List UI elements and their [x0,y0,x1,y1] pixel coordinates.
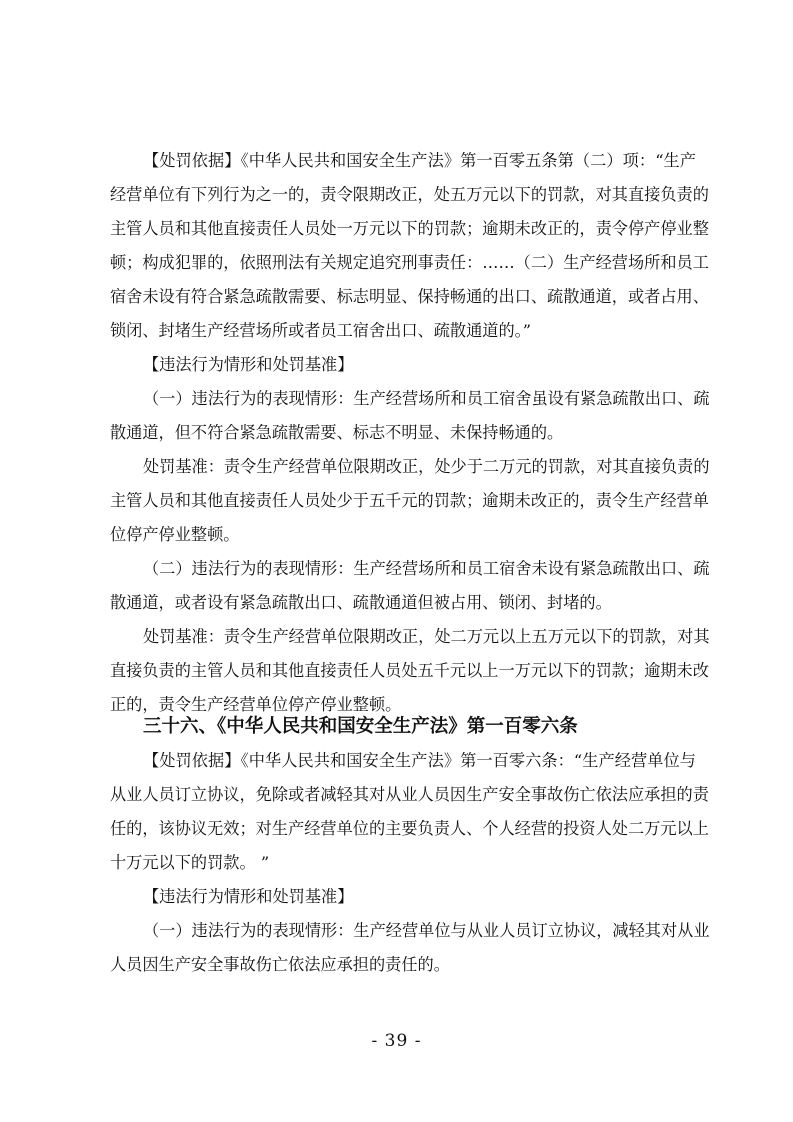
section-heading: 三十六、《中华人民共和国安全生产法》第一百零六条 [143,716,578,737]
text-line: 处罚基准：责令生产经营单位限期改正，处二万元以上五万元以下的罚款，对其 [143,627,710,646]
text-line: 宿舍未设有符合紧急疏散需要、标志明显、保持畅通的出口、疏散通道，或者占用、 [110,287,709,306]
text-line: 任的，该协议无效；对生产经营单位的主要负责人、个人经营的投资人处二万元以上 [110,819,709,838]
text-line: （一）违法行为的表现情形：生产经营单位与从业人员订立协议，减轻其对从业 [143,921,710,940]
text-line: 十万元以下的罚款。 ” [110,853,270,872]
text-line: 位停产停业整顿。 [110,525,240,544]
page-number: - 39 - [371,1031,422,1051]
text-line: 锁闭、封堵生产经营场所或者员工宿舍出口、疏散通道的。” [110,321,532,340]
text-line: 从业人员订立协议，免除或者减轻其对从业人员因生产安全事故伤亡依法应承担的责 [110,785,709,804]
text-line: 顿；构成犯罪的，依照刑法有关规定追究刑事责任：……（二）生产经营场所和员工 [110,253,709,272]
subsection-label: 【违法行为情形和处罚基准】 [143,887,354,906]
subsection-label: 【违法行为情形和处罚基准】 [143,355,354,374]
text-line: 散通道，但不符合紧急疏散需要、标志不明显、未保持畅通的。 [110,423,564,442]
text-line: 【处罚依据】《中华人民共和国安全生产法》第一百零六条：“生产经营单位与 [143,751,696,770]
text-line: 人员因生产安全事故伤亡依法应承担的责任的。 [110,955,450,974]
text-line: 主管人员和其他直接责任人员处少于五千元的罚款；逾期未改正的，责令生产经营单 [110,491,709,510]
text-line: 正的，责令生产经营单位停产停业整顿。 [110,695,402,714]
text-line: （一）违法行为的表现情形：生产经营场所和员工宿舍虽设有紧急疏散出口、疏 [143,389,710,408]
text-line: 经营单位有下列行为之一的，责令限期改正，处五万元以下的罚款，对其直接负责的 [110,185,709,204]
text-line: 散通道，或者设有紧急疏散出口、疏散通道但被占用、锁闭、封堵的。 [110,593,612,612]
text-line: 【处罚依据】《中华人民共和国安全生产法》第一百零五条第（二）项：“生产 [143,151,696,170]
text-line: 处罚基准：责令生产经营单位限期改正，处少于二万元的罚款，对其直接负责的 [143,457,710,476]
text-line: 直接负责的主管人员和其他直接责任人员处五千元以上一万元以下的罚款；逾期未改 [110,661,709,680]
text-line: 主管人员和其他直接责任人员处一万元以下的罚款；逾期未改正的，责令停产停业整 [110,219,709,238]
text-line: （二）违法行为的表现情形：生产经营场所和员工宿舍未设有紧急疏散出口、疏 [143,559,710,578]
